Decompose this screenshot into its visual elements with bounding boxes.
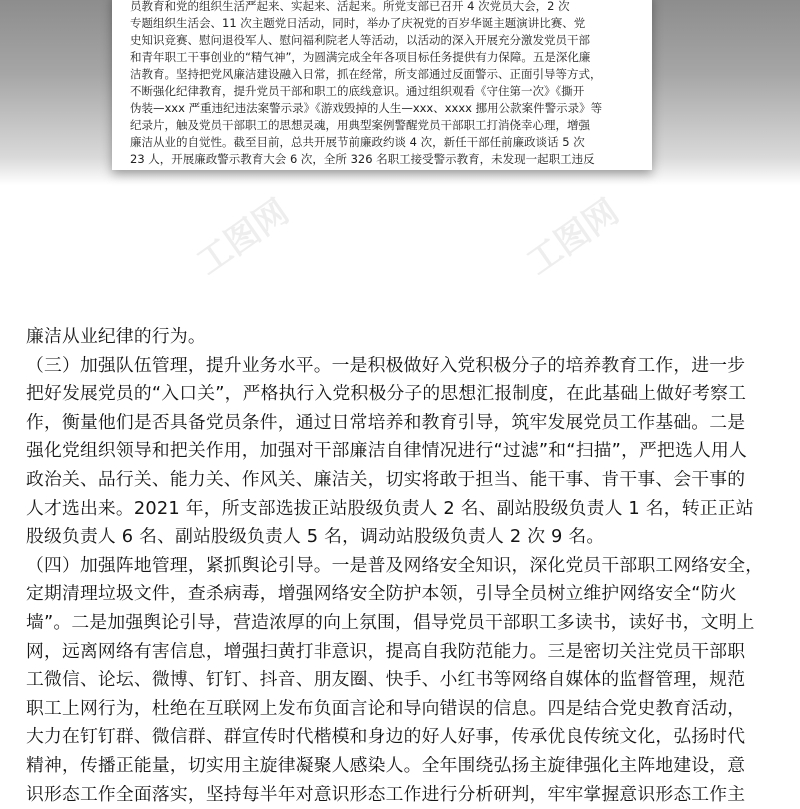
page-preview [0, 0, 800, 185]
watermark-text: 工图网 [519, 191, 627, 284]
preview-text-line: 不断强化纪律教育，提升党员干部和职工的底线意识。通过组织观看《守住第一次》《撕开 [130, 84, 585, 98]
preview-text-line: 洁教育。坚持把党风廉洁建设融入日常，抓在经常，所支部通过反面警示、正面引导等方式， [130, 67, 602, 81]
body-text-line: 精神，传播正能量，切实用主旋律凝聚人感染人。全年围绕弘扬主旋律强化主阵地建设，意 [26, 755, 746, 776]
preview-text-line: 纪录片，触及党员干部职工的思想灵魂，用典型案例警醒党员干部职工打消侥幸心理，增强 [130, 118, 590, 132]
body-text-line: 廉洁从业纪律的行为。 [26, 326, 206, 347]
body-text-line: 作，衡量他们是否具备党员条件，通过日常培养和教育引导，筑牢发展党员工作基础。二是 [26, 411, 746, 433]
preview-text-line: 23 人，开展廉政警示教育大会 6 次，全所 326 名职工接受警示教育，未发现一起职工违反 [130, 152, 595, 166]
body-text-line: 职工上网行为，杜绝在互联网上发布负面言论和导向错误的信息。四是结合党史教育活动， [26, 697, 746, 719]
body-text-line: （三）加强队伍管理，提升业务水平。一是积极做好入党积极分子的培养教育工作，进一步 [26, 354, 746, 376]
body-text-line: 大力在钉钉群、微信群、群宣传时代楷模和身边的好人好事，传承优良传统文化，弘扬时代 [26, 726, 746, 748]
preview-text-line: 史知识竞赛、慰问退役军人、慰问福利院老人等活动，以活动的深入开展充分激发党员干部 [130, 33, 590, 47]
preview-text-line: 伪装—xxx 严重违纪违法案警示录》《游戏毁掉的人生—xxx、xxxx 挪用公款案件警示录》等 [130, 101, 603, 115]
body-text-line: 人才选出来。2021 年，所支部选拔正站股级负责人 2 名、副站股级负责人 1 名，转正正站 [26, 497, 754, 519]
preview-text-line: 廉洁从业的自觉性。截至目前，总共开展节前廉政约谈 4 次，新任干部任前廉政谈话 5 次 [130, 135, 585, 149]
body-text-line: 把好发展党员的“入口关”，严格执行入党积极分子的思想汇报制度，在此基础上做好考察工 [26, 383, 747, 405]
body-text-line: （四）加强阵地管理，紧抓舆论引导。一是普及网络安全知识，深化党员干部职工网络安全， [26, 554, 764, 576]
preview-text-line: 和青年职工干事创业的“精气神”，为圆满完成全年各项目标任务提供有力保障。五是深化廉 [130, 50, 591, 64]
preview-text-line: 专题组织生活会、11 次主题党日活动，同时，举办了庆祝党的百岁华诞主题演讲比赛、党 [130, 16, 586, 30]
body-text-line: 识形态工作全面落实，坚持每半年对意识形态工作进行分析研判，牢牢掌握意识形态工作主 [26, 783, 746, 805]
body-text-line: 强化党组织领导和把关作用，加强对干部廉洁自律情况进行“过滤”和“扫描”，严把选人用人 [26, 440, 747, 462]
body-text-line: 政治关、品行关、能力关、作风关、廉洁关，切实将敢于担当、能干事、肯干事、会干事的 [26, 469, 746, 490]
body-text-line: 定期清理垃圾文件，查杀病毒，增强网络安全防护本领，引导全员树立维护网络安全“防火 [26, 583, 737, 605]
preview-text-line: 员教育和党的组织生活严起来、实起来、活起来。所党支部已召开 4 次党员大会，2 次 [130, 0, 570, 13]
body-text-line: 股级负责人 6 名、副站股级负责人 5 名，调动站股级负责人 2 次 9 名。 [26, 526, 605, 548]
body-text-line: 墙”。二是加强舆论引导，营造浓厚的向上氛围，倡导党员干部职工多读书，读好书，文明上 [26, 612, 755, 633]
body-text-line: 网，远离网络有害信息，增强扫黄打非意识，提高自我防范能力。三是密切关注党员干部职 [26, 640, 746, 662]
preview-page-card [112, 0, 652, 170]
watermark-text: 工图网 [189, 191, 297, 284]
body-text-line: 工微信、论坛、微博、钉钉、抖音、朋友圈、快手、小红书等网络自媒体的监督管理，规范 [26, 669, 746, 691]
